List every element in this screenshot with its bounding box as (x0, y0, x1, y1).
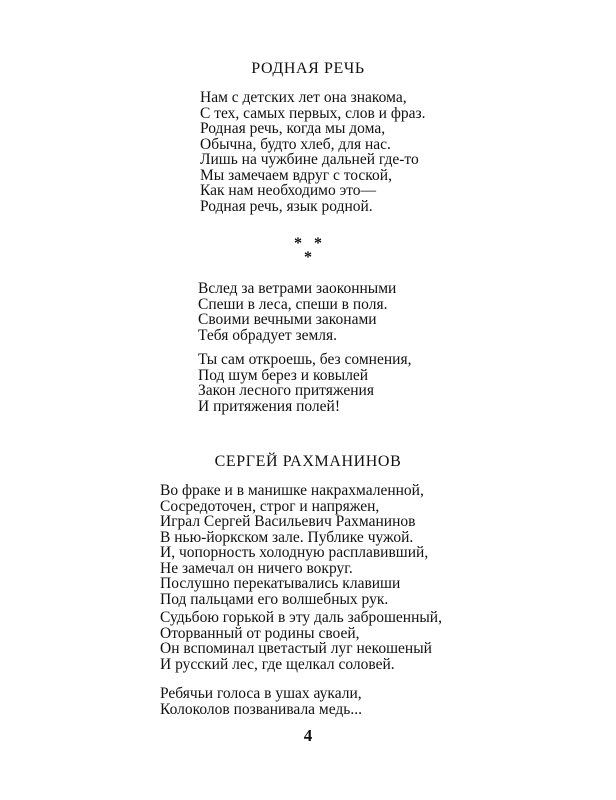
poem-title-sergey-rakhmaninov: СЕРГЕЙ РАХМАНИНОВ (214, 453, 402, 470)
verse-line: Спеши в леса, спеши в поля. (198, 295, 388, 313)
poem-untitled-stanza-2 (198, 352, 411, 414)
verse-line: Своими вечными законами (198, 311, 377, 328)
verse-line: С тех, самых первых, слов и фраз. (200, 104, 426, 122)
verse-line: Во фраке и в манишке накрахмаленной, (160, 482, 424, 499)
verse-line: Вслед за ветрами заоконными (198, 280, 397, 297)
poem-rakhmaninov-stanza-2 (160, 610, 442, 672)
verse-line: Послушно перекатывались клавиши (160, 575, 401, 592)
verse-line: Оторванный от родины своей, (160, 624, 360, 642)
verse-line: Обычна, будто хлеб, для нас. (200, 135, 391, 153)
verse-line: И притяжения полей! (198, 397, 340, 415)
verse-line: Лишь на чужбине дальней где-то (200, 151, 419, 168)
page-number: 4 (303, 726, 313, 745)
poem-title-rodnaya-rech: РОДНАЯ РЕЧЬ (251, 60, 365, 77)
poem-rakhmaninov-stanza-1 (160, 483, 428, 607)
verse-line: Родная речь, язык родной. (200, 197, 373, 215)
verse-line: И русский лес, где щелкал соловей. (160, 655, 395, 673)
verse-line: Судьбою горькой в эту даль заброшенный, (160, 609, 442, 626)
verse-line: Мы замечаем вдруг с тоской, (200, 166, 392, 184)
verse-line: Закон лесного притяжения (198, 382, 374, 399)
verse-line: Играл Сергей Васильевич Рахманинов (160, 513, 416, 530)
poem-rakhmaninov-stanza-3 (160, 686, 362, 717)
verse-line: Тебя обрадует земля. (198, 326, 338, 344)
poem-rodnaya-rech-stanza (200, 90, 426, 214)
verse-line: Колоколов позванивала медь... (160, 700, 362, 718)
verse-line: Родная речь, когда мы дома, (200, 120, 386, 137)
asterism-separator-top: * * (294, 235, 322, 252)
verse-line: Сосредоточен, строг и напряжен, (160, 497, 380, 515)
verse-line: Под шум берез и ковылей (198, 366, 369, 384)
verse-line: Не замечал он ничего вокруг. (160, 559, 353, 577)
verse-line: Ребячьи голоса в ушах аукали, (160, 685, 362, 702)
verse-line: В нью-йоркском зале. Публике чужой. (160, 528, 414, 546)
poem-untitled-stanza-1 (198, 281, 396, 343)
verse-line: Ты сам откроешь, без сомнения, (198, 351, 412, 368)
verse-line: Он вспоминал цветастый луг некошеный (160, 640, 432, 657)
verse-line: Как нам необходимо это— (200, 182, 377, 199)
verse-line: Нам с детских лет она знакома, (200, 89, 407, 106)
asterism-separator-bottom: * (304, 249, 312, 266)
verse-line: Под пальцами его волшебных рук. (160, 590, 389, 608)
verse-line: И, чопорность холодную расплавивший, (160, 544, 429, 561)
